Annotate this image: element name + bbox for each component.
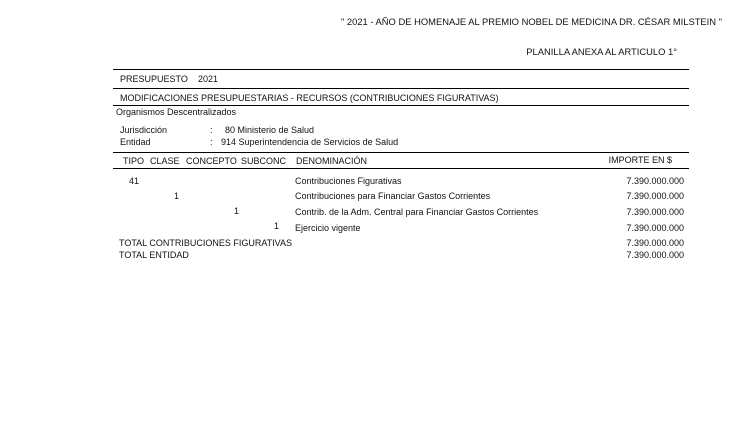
total-contribuciones-label: TOTAL CONTRIBUCIONES FIGURATIVAS (119, 238, 293, 248)
section-title: MODIFICACIONES PRESUPUESTARIAS - RECURSOS (CONTRIBUCIONES FIGURATIVAS) (120, 93, 499, 103)
col-subconc: SUBCONC (241, 156, 287, 166)
entity-label: Entidad (120, 137, 151, 147)
total-entidad-importe: 7.390.000.000 (626, 250, 684, 260)
header-motto: " 2021 - AÑO DE HOMENAJE AL PREMIO NOBEL DE MEDICINA DR. CÉSAR MILSTEIN " (340, 16, 722, 27)
entity-value: 914 Superintendencia de Servicios de Salud (221, 137, 399, 147)
annex-title: PLANILLA ANEXA AL ARTICULO 1° (526, 46, 677, 57)
total-entidad-label: TOTAL ENTIDAD (119, 250, 189, 260)
jurisdiction-value: 80 Ministerio de Salud (225, 125, 315, 135)
row-code-subconc: 1 (274, 221, 280, 231)
row-importe: 7.390.000.000 (626, 207, 684, 217)
col-importe: IMPORTE EN $ (608, 155, 672, 165)
row-denominacion: Contrib. de la Adm. Central para Financiar Gastos Corrientes (295, 207, 539, 217)
col-tipo: TIPO (123, 156, 145, 166)
row-denominacion: Contribuciones Figurativas (295, 176, 402, 186)
jurisdiction-label: Jurisdicción (120, 125, 168, 135)
rule-columns-bottom (113, 168, 689, 169)
row-importe: 7.390.000.000 (626, 191, 684, 201)
rule-budget (113, 88, 689, 89)
col-concepto: CONCEPTO (186, 156, 237, 166)
total-contribuciones-importe: 7.390.000.000 (626, 238, 684, 248)
org-type: Organismos Descentralizados (116, 107, 237, 117)
budget-year: 2021 (198, 74, 219, 84)
row-importe: 7.390.000.000 (626, 223, 684, 233)
row-denominacion: Contribuciones para Financiar Gastos Corrientes (295, 191, 491, 201)
entity-colon: : (210, 137, 213, 147)
row-code-clase: 1 (174, 191, 180, 201)
rule-top (113, 69, 689, 70)
row-code-concepto: 1 (234, 206, 240, 216)
rule-section (113, 105, 689, 106)
col-clase: CLASE (150, 156, 180, 166)
row-importe: 7.390.000.000 (626, 176, 684, 186)
row-code-tipo: 41 (129, 176, 140, 186)
jurisdiction-colon: : (210, 125, 213, 135)
col-denominacion: DENOMINACIÓN (296, 156, 368, 166)
budget-label: PRESUPUESTO (120, 74, 188, 84)
rule-columns-top (113, 152, 689, 153)
row-denominacion: Ejercicio vigente (295, 223, 361, 233)
